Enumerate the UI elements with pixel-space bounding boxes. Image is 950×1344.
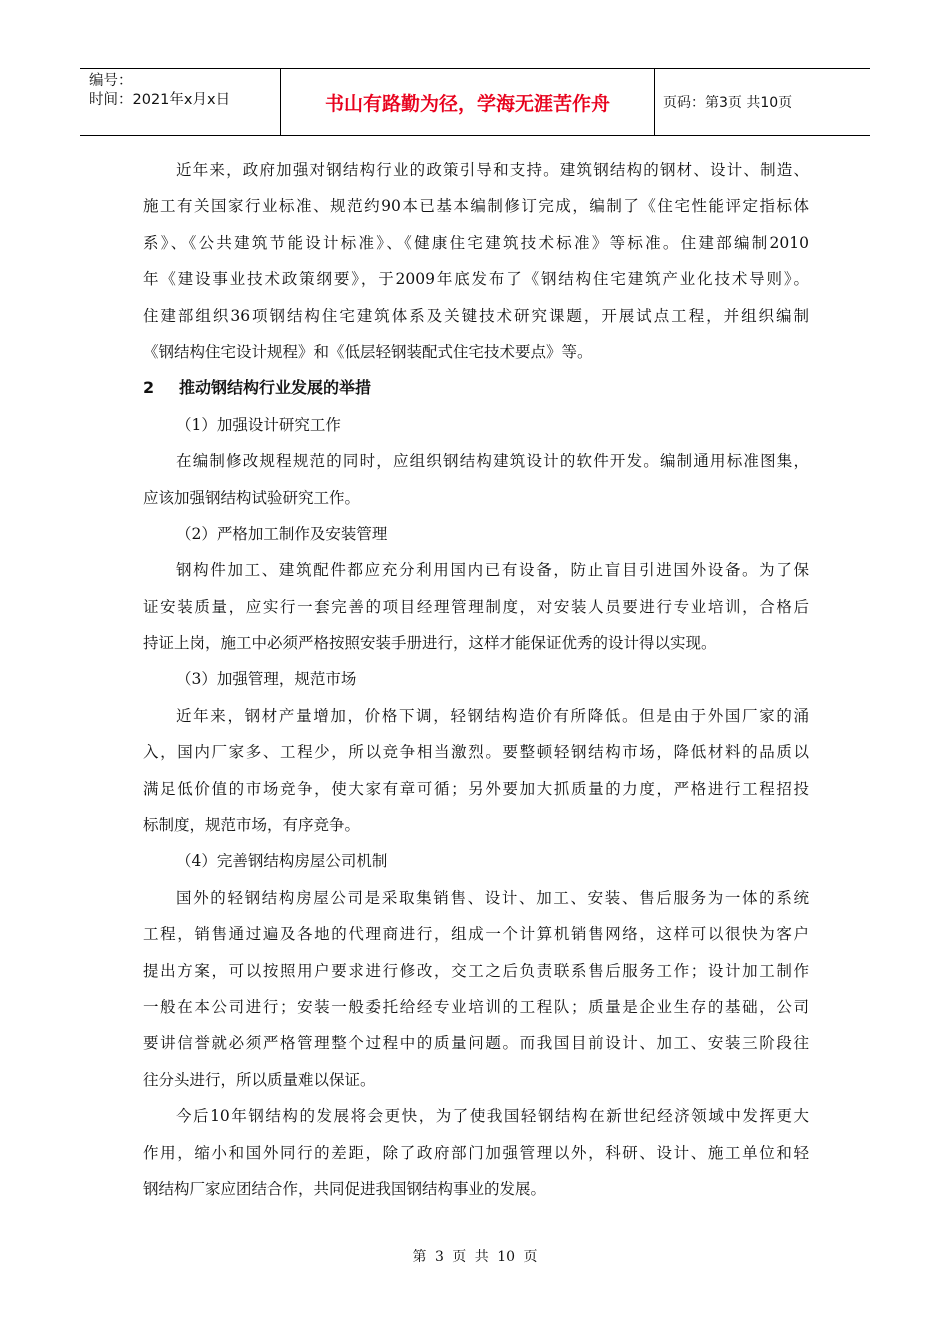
text-line: 住建部组织36项钢结构住宅建筑体系及关键技术研究课题，开展试点工程，并组织编制 <box>143 306 809 325</box>
document-body <box>143 152 809 1207</box>
paragraph-company-mechanism <box>143 880 809 1098</box>
section-number: 2 <box>143 378 155 398</box>
header-page-info: 页码：第3页 共10页 <box>663 95 793 111</box>
text-line: 证安装质量，应实行一套完善的项目经理管理制度，对安装人员要进行专业培训，合格后 <box>143 597 809 616</box>
text-line: 今后10年钢结构的发展将会更快，为了使我国轻钢结构在新世纪经济领域中发挥更大 <box>176 1107 809 1126</box>
text-line: 在编制修改规程规范的同时，应组织钢结构建筑设计的软件开发。编制通用标准图集， <box>176 452 809 471</box>
paragraph-fabrication-installation <box>143 552 809 661</box>
text-line: 国外的轻钢结构房屋公司是采取集销售、设计、加工、安装、售后服务为一体的系统 <box>176 888 809 907</box>
subheading-market-regulation: （3）加强管理，规范市场 <box>176 670 357 689</box>
text-line: 《钢结构住宅设计规程》和《低层轻钢装配式住宅技术要点》等。 <box>143 342 593 361</box>
paragraph-future-outlook <box>143 1098 809 1207</box>
document-number-label: 编号： <box>89 73 133 89</box>
page-footer: 第 3 页 共 10 页 <box>412 1249 538 1265</box>
text-line: 系》、《公共建筑节能设计标准》、《健康住宅建筑技术标准》等标准。住建部编制2010 <box>143 233 809 252</box>
text-line: 提出方案，可以按照用户要求进行修改，交工之后负责联系售后服务工作；设计加工制作 <box>143 961 809 980</box>
text-line: 钢结构厂家应团结合作，共同促进我国钢结构事业的发展。 <box>143 1179 547 1198</box>
text-line: 标制度，规范市场，有序竞争。 <box>143 816 361 835</box>
paragraph-design-research <box>143 443 809 516</box>
text-line: 年《建设事业技术政策纲要》，于2009年底发布了《钢结构住宅建筑产业化技术导则》。 <box>143 270 809 289</box>
document-date-label: 时间：2021年x月x日 <box>89 92 231 108</box>
text-line: 一般在本公司进行；安装一般委托给经专业培训的工程队；质量是企业生存的基础，公司 <box>143 997 809 1016</box>
header-meta <box>80 69 280 135</box>
text-line: 钢构件加工、建筑配件都应充分利用国内已有设备，防止盲目引进国外设备。为了保 <box>176 561 809 580</box>
text-line: 工程，销售通过遍及各地的代理商进行，组成一个计算机销售网络，这样可以很快为客户 <box>143 925 809 944</box>
paragraph-policy-support <box>143 152 809 370</box>
paragraph-market-regulation <box>143 698 809 844</box>
subheading-design-research: （1）加强设计研究工作 <box>176 415 341 434</box>
text-line: 近年来，政府加强对钢结构行业的政策引导和支持。建筑钢结构的钢材、设计、制造、 <box>176 161 809 179</box>
header-motto: 书山有路勤为径，学海无涯苦作舟 <box>280 69 655 135</box>
text-line: 近年来，钢材产量增加，价格下调，轻钢结构造价有所降低。但是由于外国厂家的涌 <box>176 706 809 725</box>
text-line: 往分头进行，所以质量难以保证。 <box>143 1070 376 1089</box>
text-line: 满足低价值的市场竞争，使大家有章可循；另外要加大抓质量的力度，严格进行工程招投 <box>143 779 809 798</box>
section-title: 推动钢结构行业发展的举措 <box>179 378 372 398</box>
text-line: 持证上岗，施工中必须严格按照安装手册进行，这样才能保证优秀的设计得以实现。 <box>143 634 717 653</box>
text-line: 应该加强钢结构试验研究工作。 <box>143 488 361 507</box>
text-line: 要讲信誉就必须严格管理整个过程中的质量问题。而我国目前设计、加工、安装三阶段往 <box>143 1034 809 1053</box>
text-line: 入，国内厂家多、工程少，所以竞争相当激烈。要整顿轻钢结构市场，降低材料的品质以 <box>143 743 809 762</box>
text-line: 作用，缩小和国外同行的差距，除了政府部门加强管理以外，科研、设计、施工单位和轻 <box>143 1143 809 1162</box>
subheading-fabrication-installation: （2）严格加工制作及安装管理 <box>176 524 388 543</box>
section-heading <box>143 370 809 406</box>
text-line: 施工有关国家行业标准、规范约90本已基本编制修订完成，编制了《住宅性能评定指标体 <box>143 197 809 216</box>
page-header <box>80 68 870 136</box>
subheading-company-mechanism: （4）完善钢结构房屋公司机制 <box>176 852 388 871</box>
